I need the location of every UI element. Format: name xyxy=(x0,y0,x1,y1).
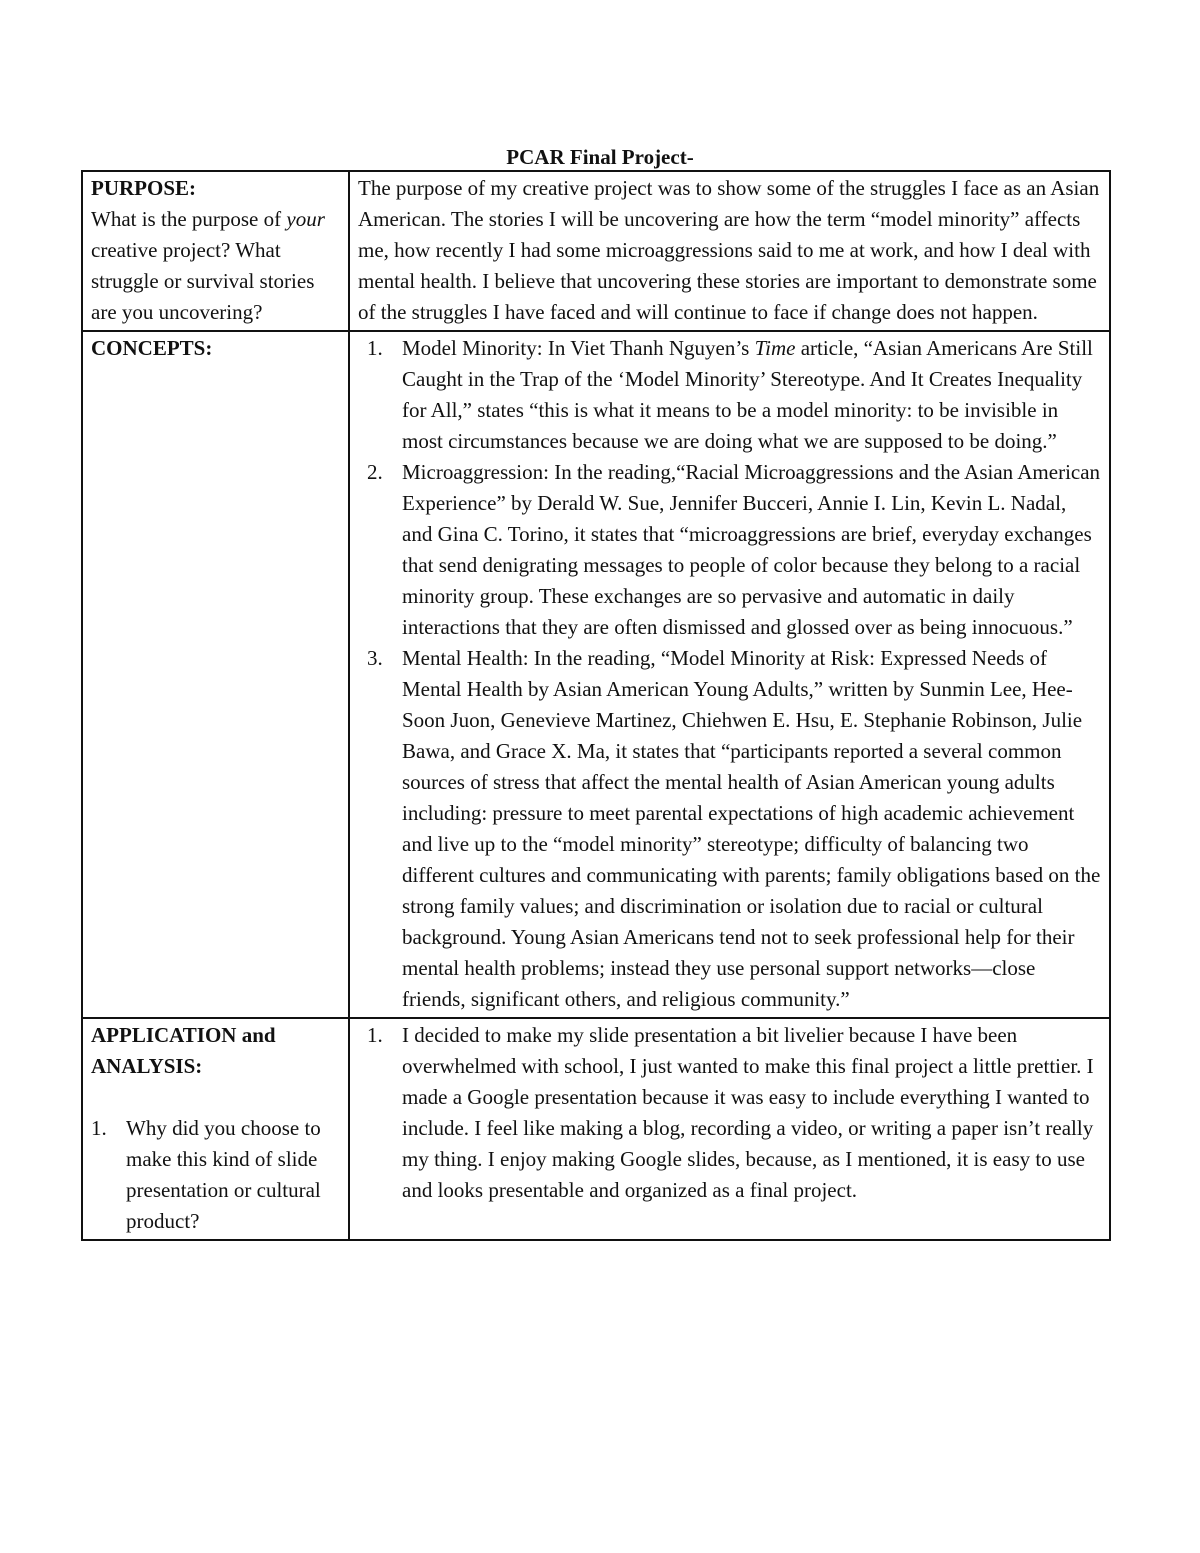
concepts-label-cell xyxy=(82,331,349,1018)
concept-2-text: Microaggression: In the reading,“Racial Microaggressions and the Asian American Experience” by Derald W. Sue, Jennifer Bucceri, Annie I. Lin, Kevin L. Nadal, and Gina C. Torino, it states that “microaggressions are brief, everyday exchanges that send denigrating messages to people of color because they belong to a racial minority group. These exchanges are so pervasive and automatic in daily interactions that they are often dismissed and glossed over as being innocuous.” xyxy=(402,460,1101,639)
worksheet-table xyxy=(81,170,1111,1241)
concept-item-model-minority xyxy=(358,333,1101,457)
label-spacer xyxy=(91,1082,340,1113)
application-label-cell xyxy=(82,1018,349,1240)
purpose-answer-cell xyxy=(349,171,1110,331)
concepts-row xyxy=(82,331,1110,1018)
list-number: 3. xyxy=(367,646,383,670)
list-number: 1. xyxy=(367,1023,383,1047)
application-answer: I decided to make my slide presentation a bit livelier because I have been overwhelmed with school, I just wanted to make this final project a little prettier. I made a Google presentation because it was easy to include everything I wanted to include. I feel like making a blog, recording a video, or writing a paper isn’t really my thing. I enjoy making Google slides, because, as I mentioned, it is easy to use and looks presentable and organized as a final project. xyxy=(402,1023,1094,1202)
concept-1-emphasis: Time xyxy=(754,336,796,360)
concepts-list xyxy=(358,333,1101,1015)
concepts-heading: CONCEPTS: xyxy=(91,336,213,360)
purpose-row xyxy=(82,171,1110,331)
application-question: Why did you choose to make this kind of slide presentation or cultural product? xyxy=(126,1116,321,1233)
list-number: 1. xyxy=(367,336,383,360)
application-question-list xyxy=(91,1113,340,1237)
purpose-answer: The purpose of my creative project was to show some of the struggles I face as an Asian American. The stories I will be uncovering are how the term “model minority” affects me, how recently I had some microaggressions said to me at work, and how I deal with mental health. I believe that uncovering these stories are important to demonstrate some of the struggles I have faced and will continue to face if change does not happen. xyxy=(358,176,1100,324)
application-heading: APPLICATION and ANALYSIS: xyxy=(91,1023,276,1078)
purpose-question xyxy=(91,207,325,324)
purpose-label-cell xyxy=(82,171,349,331)
list-number: 2. xyxy=(367,460,383,484)
concept-1-post: article, “Asian Americans Are Still Caught in the Trap of the ‘Model Minority’ Stereotype. And It Creates Inequality for All,” states “this is what it means to be a model minority: to be invisible in most circumstances because we are doing what we are supposed to be doing.” xyxy=(402,336,1093,453)
concept-3-text: Mental Health: In the reading, “Model Minority at Risk: Expressed Needs of Mental Health by Asian American Young Adults,” written by Sunmin Lee, Hee-Soon Juon, Genevieve Martinez, Chiehwen E. Hsu, E. Stephanie Robinson, Julie Bawa, and Grace X. Ma, it states that “participants reported a several common sources of stress that affect the mental health of Asian American young adults including: pressure to meet parental expectations of high academic achievement and live up to the “model minority” stereotype; difficulty of balancing two different cultures and communicating with parents; family obligations based on the strong family values; and discrimination or isolation due to racial or cultural background. Young Asian Americans tend not to seek professional help for their mental health problems; instead they use personal support networks—close friends, significant others, and religious community.” xyxy=(402,646,1101,1011)
application-answer-item xyxy=(358,1020,1101,1206)
purpose-question-pre: What is the purpose of xyxy=(91,207,287,231)
application-answer-list xyxy=(358,1020,1101,1206)
concept-item-mental-health xyxy=(358,643,1101,1015)
application-row xyxy=(82,1018,1110,1240)
concepts-content-cell xyxy=(349,331,1110,1018)
document-title: PCAR Final Project- xyxy=(506,145,694,169)
purpose-question-emphasis: your xyxy=(286,207,325,231)
purpose-heading: PURPOSE: xyxy=(91,176,196,200)
list-number: 1. xyxy=(91,1116,107,1140)
concept-item-microaggression xyxy=(358,457,1101,643)
concept-1-pre: Model Minority: In Viet Thanh Nguyen’s xyxy=(402,336,755,360)
application-question-item xyxy=(91,1113,340,1237)
purpose-question-post: creative project? What struggle or survival stories are you uncovering? xyxy=(91,238,315,324)
application-answer-cell xyxy=(349,1018,1110,1240)
